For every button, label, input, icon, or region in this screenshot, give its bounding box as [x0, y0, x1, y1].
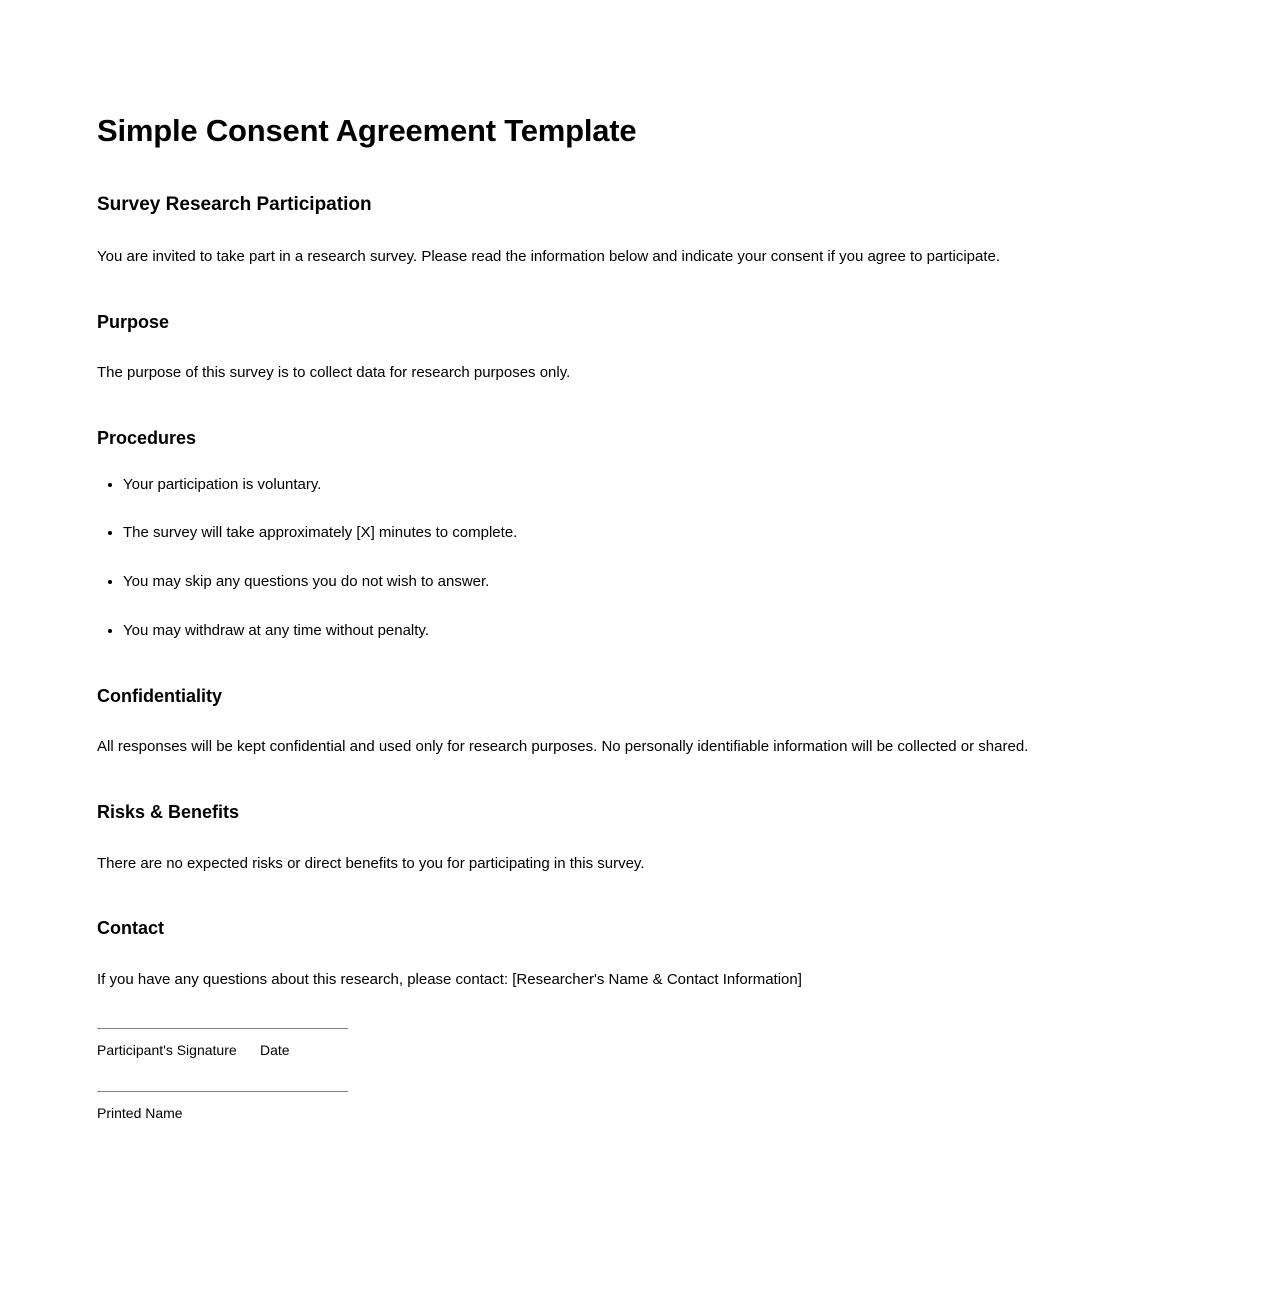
section-heading-risks-benefits: Risks & Benefits [97, 802, 240, 823]
document-subtitle: Survey Research Participation [97, 194, 372, 216]
section-body-purpose: The purpose of this survey is to collect data for research purposes only. [97, 364, 571, 382]
signature-line-label: Participant's Signature Date [97, 1041, 290, 1058]
list-item: • Your participation is voluntary. [123, 474, 1107, 496]
section-heading-contact: Contact [97, 918, 164, 939]
section-body-confidentiality: All responses will be kept confidential and used only for research purposes. No personally identifiable information will be collected or shared. [97, 738, 1029, 756]
consent-agreement-document [97, 112, 1107, 1121]
section-body-contact: If you have any questions about this research, please contact: [Researcher's Name & Contact Information] [97, 970, 802, 988]
section-heading-confidentiality: Confidentiality [97, 685, 222, 706]
list-item: • You may withdraw at any time without penalty. [123, 620, 1107, 642]
section-body-risks-benefits: There are no expected risks or direct benefits to you for participating in this survey. [97, 854, 645, 872]
list-item: • The survey will take approximately [X] minutes to complete. [123, 522, 1107, 544]
signature-block [97, 1028, 1107, 1122]
procedures-list [97, 474, 1107, 642]
signature-line[interactable] [97, 1028, 348, 1029]
printed-name-line[interactable] [97, 1091, 348, 1092]
printed-name-label: Printed Name [97, 1104, 183, 1121]
intro-paragraph: You are invited to take part in a research survey. Please read the information below and indicate your consent if you agree to participate. [97, 247, 1001, 265]
section-heading-purpose: Purpose [97, 311, 170, 332]
list-item: • You may skip any questions you do not wish to answer. [123, 571, 1107, 593]
page-title: Simple Consent Agreement Template [97, 113, 637, 148]
section-heading-procedures: Procedures [97, 428, 197, 449]
